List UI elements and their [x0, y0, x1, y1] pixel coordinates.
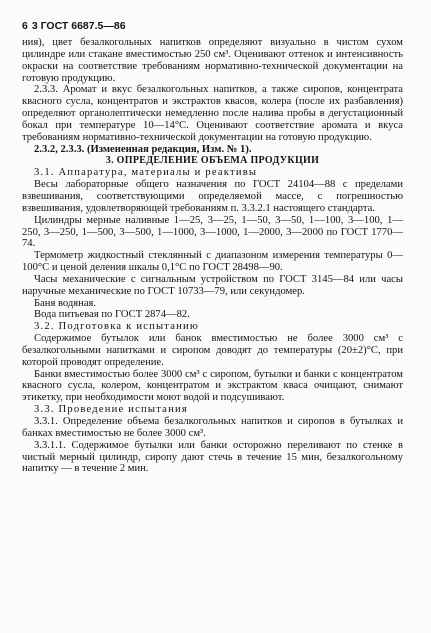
paragraph: Баня водяная. — [34, 297, 97, 309]
paragraph: Термометр жидкостный стеклянный с диапазоном измерения температуры 0—100°С и ценой деления шкалы 0,1°С по ГОСТ 28498—90. — [22, 250, 403, 274]
amendment-note: 2.3.2, 2.3.3. (Измененная редакция, Изм. № 1). — [34, 143, 252, 155]
subsection-heading: 3.1. Аппаратура, материалы и реактивы — [34, 167, 258, 179]
document-body — [22, 37, 403, 475]
page-header — [22, 20, 126, 32]
page-number: 6 — [22, 20, 28, 32]
paragraph: 3.3.1.1. Содержимое бутылки или банки осторожно переливают по стенке в чистый мерный цилиндр, сиропу дают стечь в течение 15 мин, безалкогольному напитку — в течение 2 мин. — [22, 439, 403, 475]
paragraph: Содержимое бутылок или банок вместимостью не более 3000 см³ с безалкогольными напитками и сиропом доводят до температуры (20±2)°С, при которой проводят определение. — [22, 333, 403, 368]
paragraph: ния), цвет безалкогольных напитков определяют визуально в чистом сухом цилиндре или стакане вместимостью 250 см³. Оценивают оттенок и интенсивность окраски на соответствие требованиям нормативно-технической документации на готовую продукцию. — [22, 37, 403, 84]
paragraph: 3.3.1. Определение объема безалкогольных напитков и сиропов в бутылках и банках вместимостью не более 3000 см³. — [22, 416, 403, 439]
paragraph: 2.3.3. Аромат и вкус безалкогольных напитков, а также сиропов, концентрата квасного сусла, концентратов и экстрактов квасов, колера (после их разбавления) определяют органолептически немедленно после налива пробы в дегустационный бокал при температуре 10—14°С. Оценивают соответствие аромата и вкуса требованиям нормативно-технической документации на готовую продукцию. — [22, 84, 403, 143]
subsection-heading: 3.2. Подготовка к испытанию — [34, 321, 200, 333]
paragraph: Вода питьевая по ГОСТ 2874—82. — [34, 309, 190, 321]
paragraph: Цилиндры мерные наливные 1—25, 3—25, 1—50, 3—50, 1—100, 3—100, 1—250, 3—250, 1—500, 3—500, 1—1000, 3—1000, 1—2000, 3—2000 по ГОСТ 1770—74. — [22, 214, 403, 250]
subsection-heading: 3.3. Проведение испытания — [34, 404, 188, 416]
standard-designation: 3 ГОСТ 6687.5—86 — [31, 20, 126, 32]
paragraph: Часы механические с сигнальным устройством по ГОСТ 3145—84 или часы наручные механические по ГОСТ 10733—79, или секундомер. — [22, 273, 403, 297]
section-title: 3. ОПРЕДЕЛЕНИЕ ОБЪЕМА ПРОДУКЦИИ — [105, 155, 320, 167]
paragraph: Банки вместимостью более 3000 см³ с сиропом, бутылки и банки с концентратом квасного сусла, колером, концентратом и экстрактом кваса очищают, снимают этикетку, при необходимости моют водой и подсушивают. — [22, 368, 403, 404]
paragraph: Весы лабораторные общего назначения по ГОСТ 24104—88 с пределами взвешивания, соответствующими определяемой массе, с погрешностью взвешивания, удовлетворяющей требованиям п. 3.3.2.1 настоящего стандарта. — [22, 179, 403, 214]
